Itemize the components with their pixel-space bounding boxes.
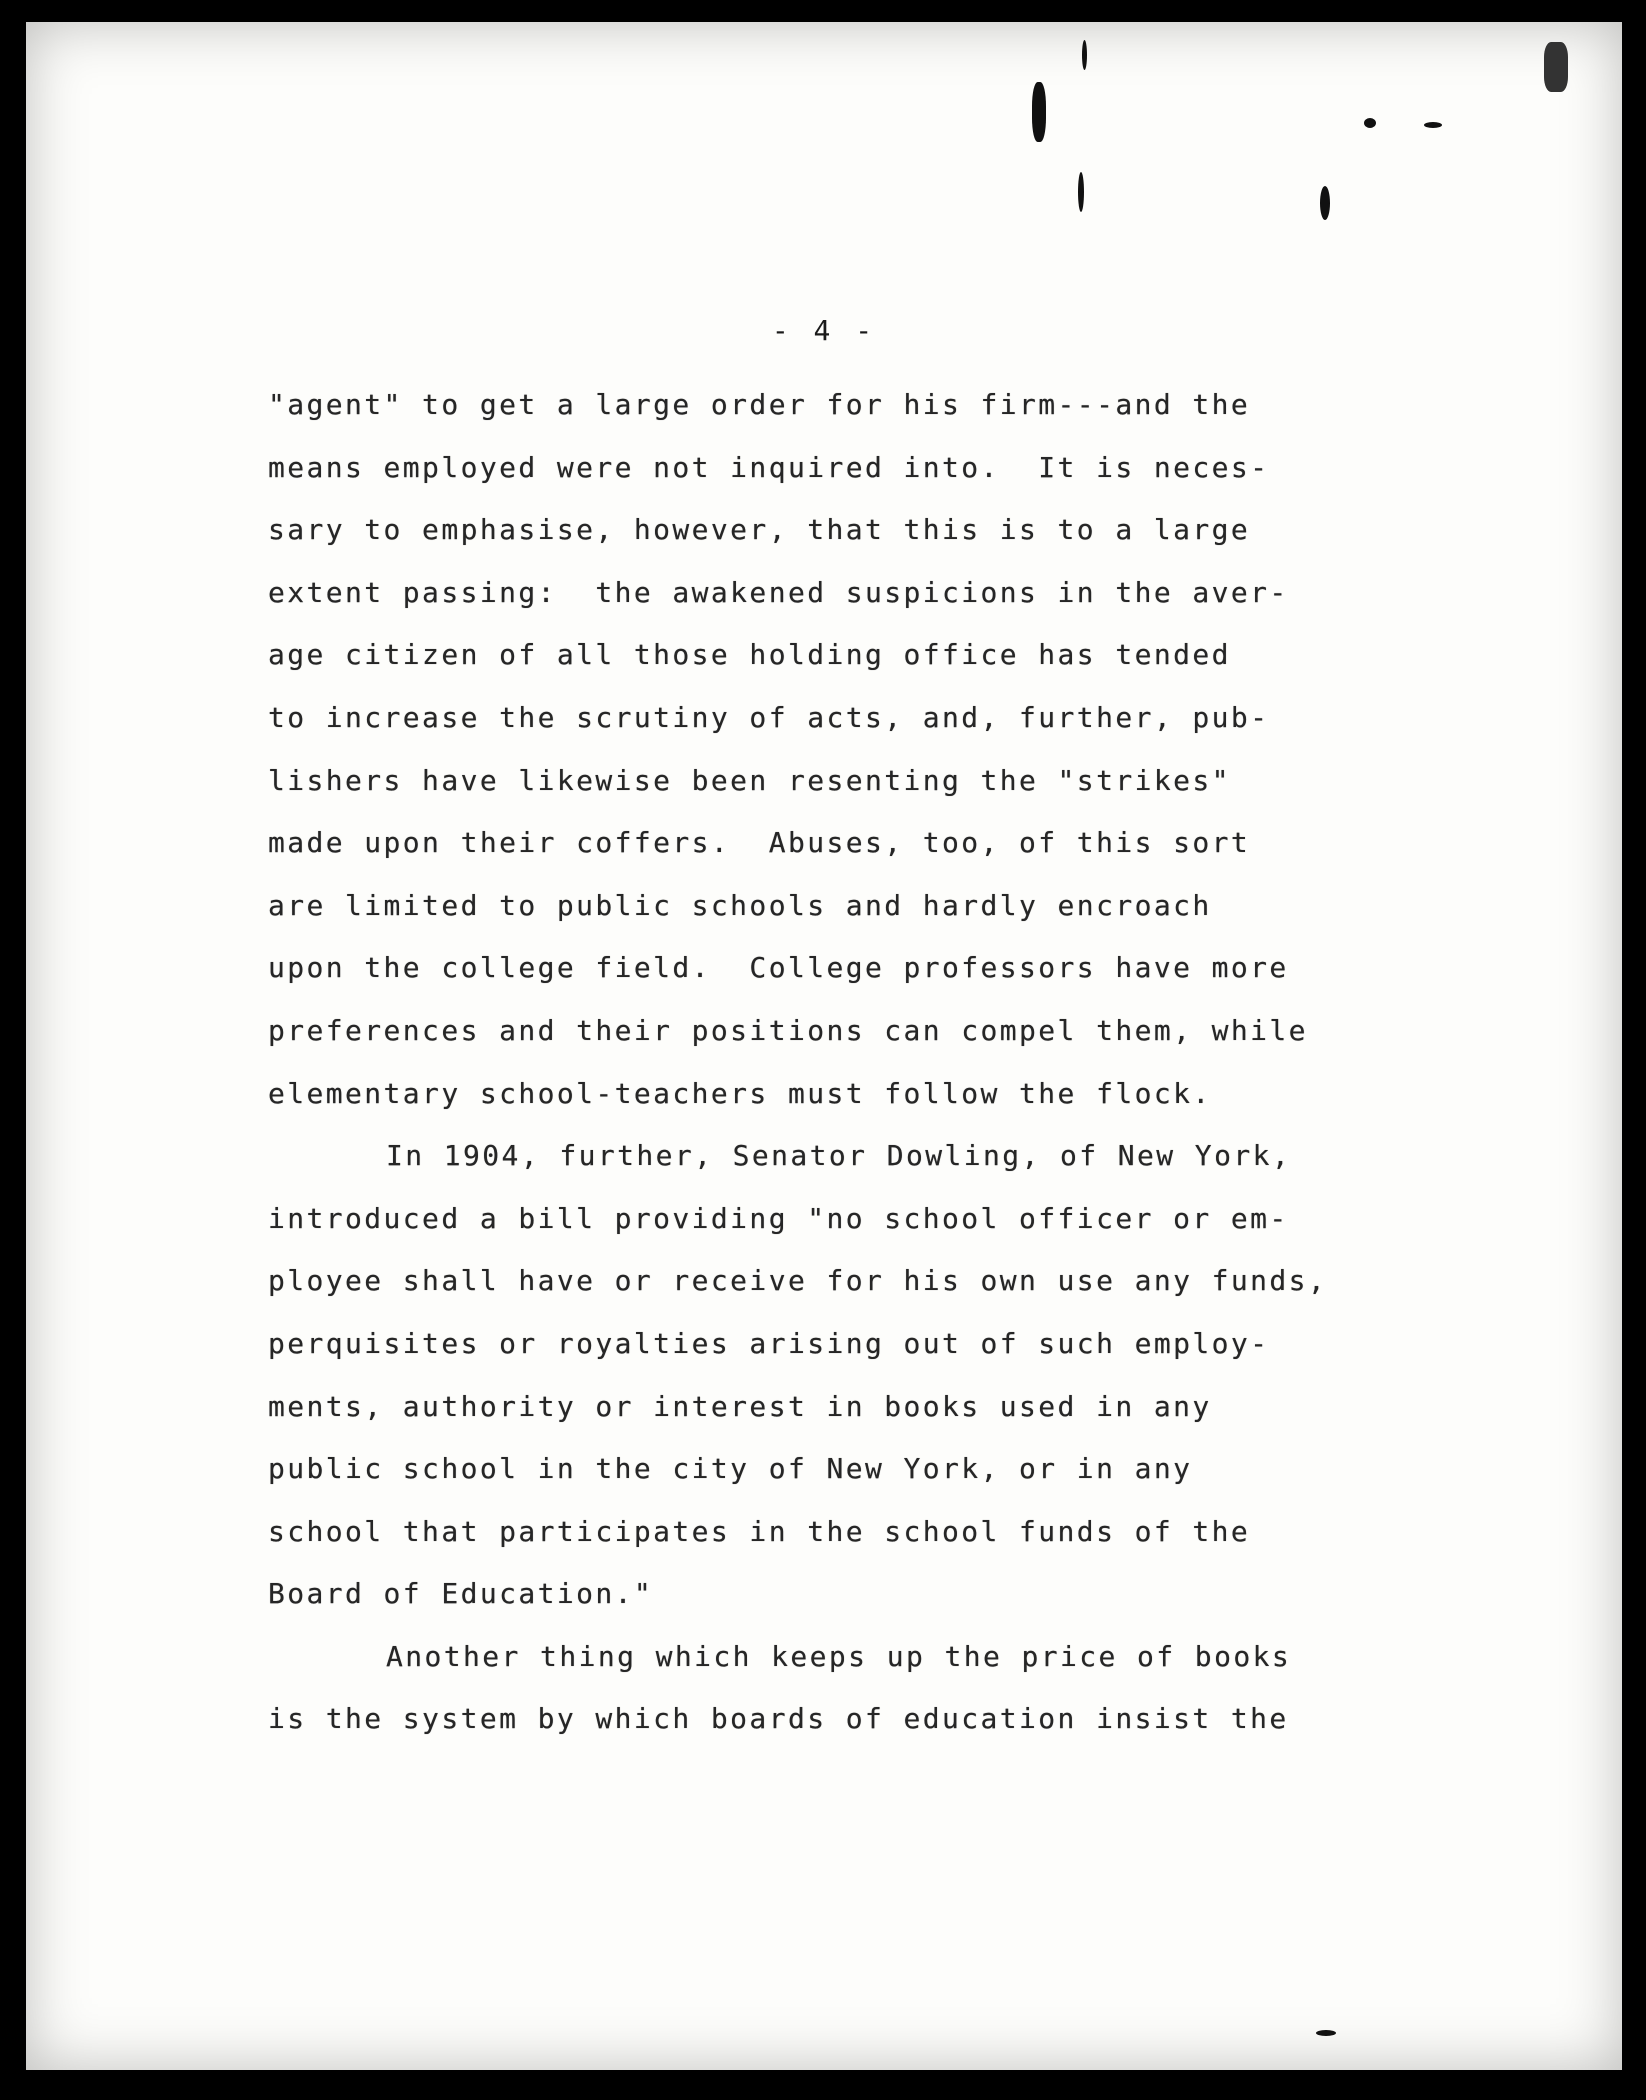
text-line: to increase the scrutiny of acts, and, further, pub- bbox=[268, 700, 1270, 734]
text-line: elementary school-teachers must follow the flock. bbox=[268, 1076, 1212, 1110]
text-line: In 1904, further, Senator Dowling, of New York, bbox=[386, 1139, 1292, 1173]
text-line: school that participates in the school funds of the bbox=[268, 1514, 1251, 1548]
text-line: upon the college field. College professors have more bbox=[268, 951, 1289, 985]
ink-blot bbox=[1544, 42, 1568, 92]
text-line: age citizen of all those holding office has tended bbox=[268, 638, 1231, 672]
text-line: introduced a bill providing "no school officer or em- bbox=[268, 1201, 1289, 1235]
text-line: are limited to public schools and hardly encroach bbox=[268, 888, 1212, 922]
text-line: Another thing which keeps up the price of books bbox=[386, 1639, 1292, 1673]
text-line: Board of Education." bbox=[268, 1577, 654, 1611]
ink-blot bbox=[1364, 118, 1376, 128]
ink-blot bbox=[1082, 40, 1087, 70]
typewritten-page bbox=[26, 22, 1622, 2070]
ink-blot bbox=[1078, 172, 1084, 212]
ink-blot bbox=[1424, 122, 1442, 128]
text-line: is the system by which boards of education insist the bbox=[268, 1702, 1289, 1736]
text-line: perquisites or royalties arising out of such employ- bbox=[268, 1326, 1270, 1360]
text-line: "agent" to get a large order for his firm---and the bbox=[268, 388, 1251, 421]
text-line: means employed were not inquired into. It is neces- bbox=[268, 450, 1270, 484]
text-line: ployee shall have or receive for his own use any funds, bbox=[268, 1264, 1328, 1298]
ink-blot bbox=[1032, 82, 1046, 142]
text-line: sary to emphasise, however, that this is to a large bbox=[268, 513, 1251, 547]
text-line: lishers have likewise been resenting the "strikes" bbox=[268, 763, 1231, 797]
body-text bbox=[268, 374, 1338, 1751]
text-line: extent passing: the awakened suspicions in the aver- bbox=[268, 575, 1289, 609]
page-number: - 4 - bbox=[771, 314, 877, 347]
text-line: ments, authority or interest in books used in any bbox=[268, 1389, 1212, 1423]
text-line: made upon their coffers. Abuses, too, of this sort bbox=[268, 826, 1251, 860]
text-line: preferences and their positions can compel them, while bbox=[268, 1013, 1308, 1047]
text-line: public school in the city of New York, or in any bbox=[268, 1452, 1193, 1486]
ink-blot bbox=[1320, 186, 1330, 220]
ink-blot bbox=[1316, 2030, 1336, 2036]
